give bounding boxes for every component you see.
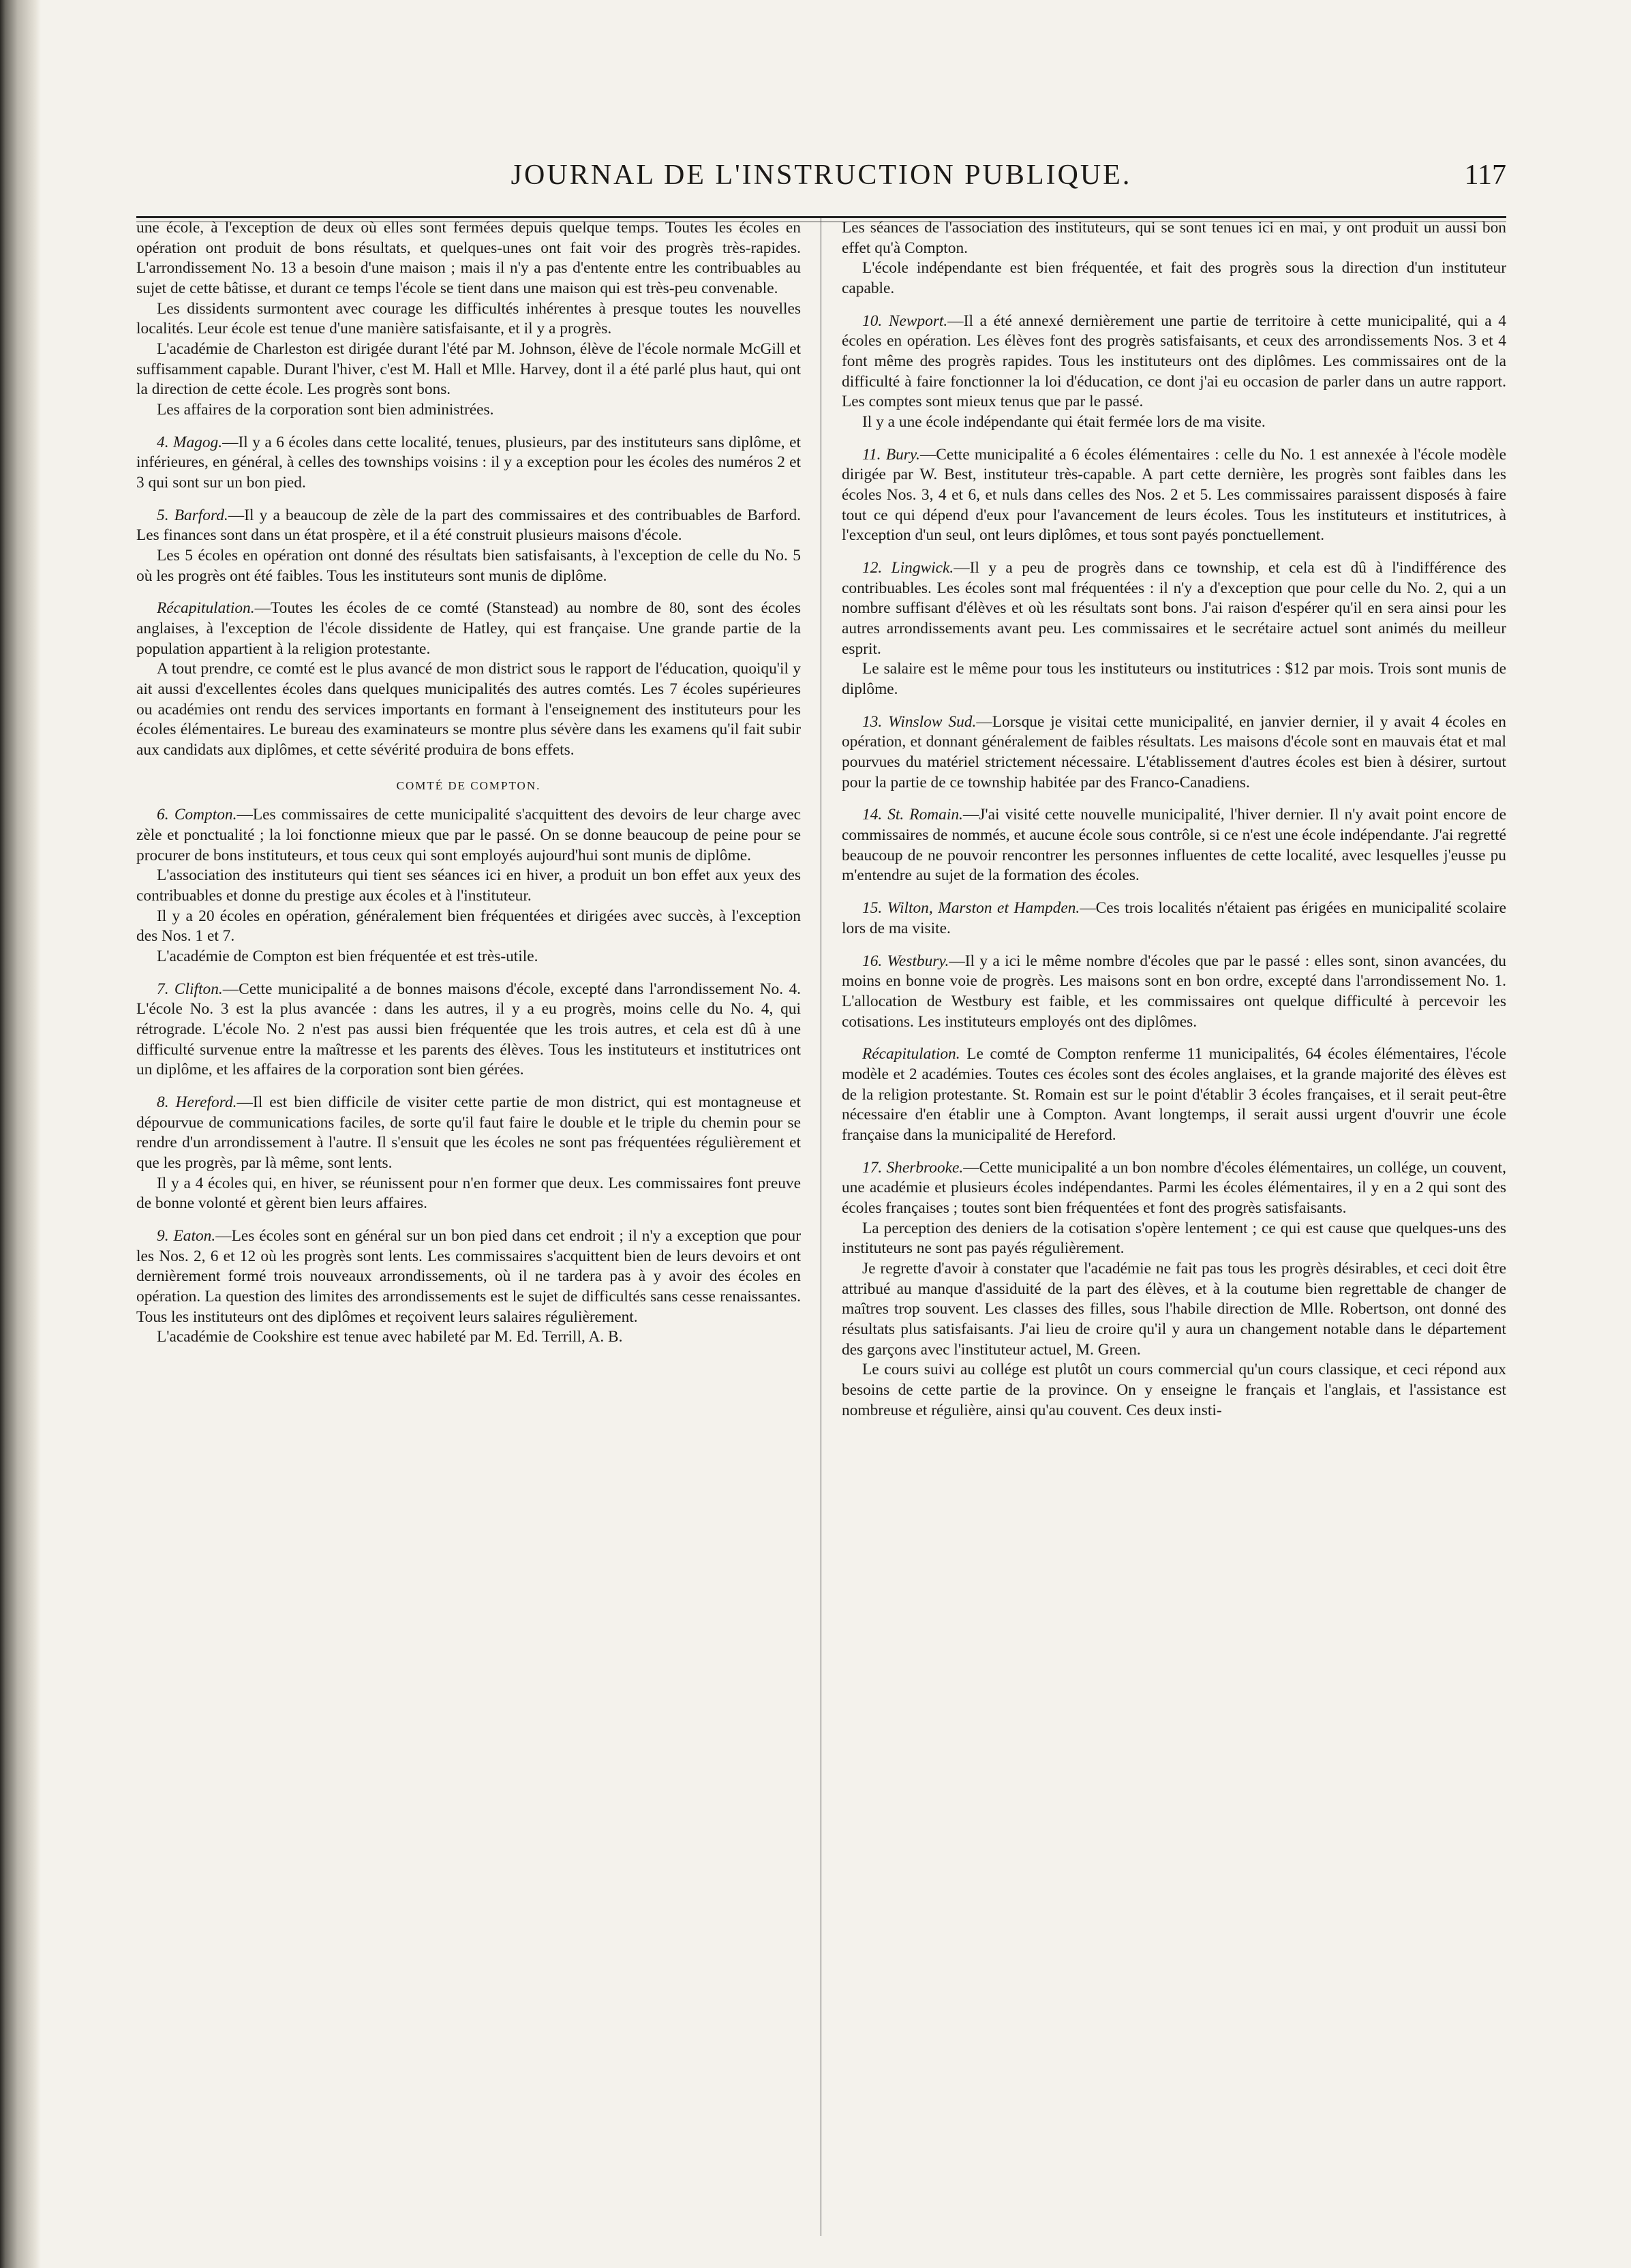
paragraph — [842, 558, 1506, 659]
paragraph-text: —Toutes les écoles de ce comté (Stanstead) au nombre de 80, sont des écoles anglaises, à l'exception de l'école dissidente de Hatley, qui est française. Une grande partie de la population appartient à la religion protestante. — [136, 599, 801, 658]
paragraph — [136, 339, 801, 400]
paragraph-text: Il y a 4 écoles qui, en hiver, se réunissent pour n'en former que deux. Les commissaires font preuve de bonne volonté et gèrent bien leurs affaires. — [136, 1174, 801, 1213]
paragraph-text: A tout prendre, ce comté est le plus avancé de mon district sous le rapport de l'éducation, quoiqu'il y ait aussi d'excellentes écoles dans quelques municipalités des autres comtés. Les 7 écoles supérieures ou académies ont rendu des services importants en formant à l'enseignement des instituteurs pour les écoles élémentaires. Le bureau des examinateurs se montre plus sévère dans les examens qu'il fait subir aux candidats aux diplômes, et cette sévérité produira de bons effets. — [136, 660, 801, 759]
paragraph — [842, 898, 1506, 939]
page-number: 117 — [1464, 160, 1506, 191]
paragraph-text: Le comté de Compton renferme 11 municipalités, 64 écoles élémentaires, l'école modèle et 2 académies. Toutes ces écoles sont des écoles anglaises, et la grande majorité des élèves est de la religion protestante. St. Romain est sur le point d'établir 3 écoles françaises, et il serait peut-être nécessaire d'en établir une à Compton. Avant longtemps, il serait aussi urgent d'ouvrir une école française dans la municipalité de Hereford. — [842, 1045, 1506, 1144]
paragraph-text: —Il y a peu de progrès dans ce township, et cela est dû à l'indifférence des contribuables. Les écoles sont mal fréquentées : il n'y a d'exception que pour celle du No. 2, qui a un nombre suffisant d'élèves et où les résultats sont bons. J'ai raison d'espérer qu'il en sera ainsi pour les autres arrondissements avant peu. Les commissaires et le secrétaire actuel sont animés du meilleur esprit. — [842, 559, 1506, 658]
paragraph-heading: 10. Newport. — [862, 312, 948, 330]
paragraph-text: L'académie de Compton est bien fréquentée et est très-utile. — [157, 948, 538, 966]
paragraph-text: Il y a 20 écoles en opération, généralement bien fréquentées et dirigées avec succès, à l'exception des Nos. 1 et 7. — [136, 907, 801, 946]
paragraph — [136, 805, 801, 866]
paragraph-text: L'école indépendante est bien fréquentée, et fait des progrès sous la direction d'un instituteur capable. — [842, 259, 1506, 298]
paragraph-text: —Il a été annexé dernièrement une partie de territoire à cette municipalité, qui a 4 écoles en opération. Les élèves font des progrès satisfaisants, et ceux des arrondissements Nos. 3 et 4 font même des progrès rapides. Tous les instituteurs ont des diplômes. Les commissaires ont de la difficulté à faire fonctionner la loi d'éducation, ce dont j'ai eu occasion de parler dans un autre rapport. Les comptes sont mieux tenus que par le passé. — [842, 312, 1506, 411]
paragraph — [136, 433, 801, 494]
paragraph — [842, 1158, 1506, 1219]
paragraph — [842, 659, 1506, 699]
book-binding-edge — [0, 0, 41, 2268]
paragraph-text: —J'ai visité cette nouvelle municipalité, l'hiver dernier. Il n'y avait point encore de commissaires de nommés, et aucune école sous contrôle, si ce n'est une école indépendante. J'ai regretté beaucoup de ne pouvoir rencontrer les personnes influentes de cette localité, avec lesquelles j'eusse pu m'entendre au sujet de la formation des écoles. — [842, 806, 1506, 885]
paragraph-heading: 17. Sherbrooke. — [862, 1158, 964, 1177]
paragraph — [136, 866, 801, 906]
paragraph-heading: 4. Magog. — [157, 433, 223, 451]
paragraph-heading: 11. Bury. — [862, 445, 920, 464]
paragraph-heading: 13. Winslow Sud. — [862, 712, 977, 731]
paragraph-text: Il y a une école indépendante qui était fermée lors de ma visite. — [862, 413, 1266, 432]
paragraph-heading: 7. Clifton. — [157, 980, 223, 998]
paragraph-text: une école, à l'exception de deux où elles sont fermées depuis quelque temps. Toutes les écoles en opération ont produit de bons résultats, et quelques-unes ont fait voir des progrès très-rapides. L'arrondissement No. 13 a besoin d'une maison ; mais il n'y a pas d'entente entre les contribuables au sujet de cette bâtisse, et durant ce temps l'école se tient dans une maison qui est très-peu convenable. — [136, 219, 801, 298]
paragraph-heading: 15. Wilton, Marston et Hampden. — [862, 899, 1080, 918]
paragraph-text: Je regrette d'avoir à constater que l'académie ne fait pas tous les progrès désirables, et ceci doit être attribué au manque d'assiduité de la part des élèves, et à la coutume bien regrettable de changer de maîtres trop souvent. Les classes des filles, sous l'habile direction de Mlle. Robertson, ont donné des résultats plus satisfaisants. J'ai lieu de croire qu'il y aura un changement notable dans le département des garçons avec l'instituteur actuel, M. Green. — [842, 1259, 1506, 1359]
paragraph — [842, 258, 1506, 299]
paragraph — [136, 546, 801, 586]
paragraph-text: Les affaires de la corporation sont bien administrées. — [157, 401, 494, 419]
paragraph — [842, 712, 1506, 793]
paragraph — [136, 1327, 801, 1348]
paragraph-heading: Récapitulation. — [157, 599, 255, 618]
paragraph — [136, 506, 801, 546]
paragraph-text: —Il y a 6 écoles dans cette localité, tenues, plusieurs, par des instituteurs sans diplôme, et inférieures, en général, à celles des townships voisins : il y a exception pour les écoles des numéros 2 et 3 qui sont sur un bon pied. — [136, 433, 801, 492]
paragraph — [842, 952, 1506, 1033]
paragraph-text: La perception des deniers de la cotisation s'opère lentement ; ce qui est cause que quelques-uns des instituteurs ne sont pas payés régulièrement. — [842, 1219, 1506, 1258]
text-columns — [136, 218, 1506, 2236]
paragraph — [842, 412, 1506, 433]
paragraph — [136, 980, 801, 1080]
paragraph-text: —Il y a ici le même nombre d'écoles que par le passé : elles sont, sinon avancées, du moins en bonne voie de progrès. Les maisons sont en bon ordre, excepté dans l'arrondissement No. 1. L'allocation de Westbury est faible, et les commissaires ont quelque difficulté à percevoir les cotisations. Les instituteurs employés ont des diplômes. — [842, 952, 1506, 1031]
paragraph — [842, 445, 1506, 546]
paragraph — [842, 218, 1506, 258]
section-title: COMTÉ DE COMPTON. — [396, 778, 541, 792]
paragraph — [136, 907, 801, 947]
paragraph-text: Les dissidents surmontent avec courage les difficultés inhérentes à presque toutes les nouvelles localités. Leur école est tenue d'une manière satisfaisante, et il y a progrès. — [136, 299, 801, 338]
paragraph-text: Les séances de l'association des instituteurs, qui se sont tenues ici en mai, y ont produit un aussi bon effet qu'à Compton. — [842, 219, 1506, 257]
paragraph — [136, 218, 801, 299]
paragraph-heading: 14. St. Romain. — [862, 806, 963, 824]
paragraph — [842, 1259, 1506, 1360]
paragraph-text: —Cette municipalité a de bonnes maisons d'école, excepté dans l'arrondissement No. 4. L'école No. 3 est la plus avancée : dans les autres, il y a eu progrès, moins celle du No. 4, qui rétrograde. L'école No. 2 n'est pas aussi bien fréquentée que les trois autres, et cela est dû à une difficulté survenue entre la maîtresse et les parents des élèves. Tous les instituteurs et institutrices ont un diplôme, et les affaires de la corporation sont bien gérées. — [136, 980, 801, 1079]
paragraph — [842, 1044, 1506, 1145]
paragraph-text: —Il est bien difficile de visiter cette partie de mon district, qui est montagneuse et dépourvue de communications faciles, de sorte qu'il faut faire le double et le triple du chemin pour se rendre d'un arrondissement à l'autre. Il s'ensuit que les écoles ne sont pas fréquentées régulièrement et que les progrès, par là même, sont lents. — [136, 1093, 801, 1173]
paragraph-heading: 8. Hereford. — [157, 1093, 237, 1112]
paragraph-heading: 16. Westbury. — [862, 952, 949, 970]
paragraph-text: —Les écoles sont en général sur un bon pied dans cet endroit ; il n'y a exception que pour les Nos. 2, 6 et 12 où les progrès sont lents. Les commissaires s'acquittent bien de leurs devoirs et ont dernièrement formé trois nouveaux arrondissements, où il ne tardera pas à y avoir des écoles en opération. La question des limites des arrondissements est le sujet de difficultés sans cesse renaissantes. Tous les instituteurs ont des diplômes et reçoivent leurs salaires régulièrement. — [136, 1227, 801, 1326]
paragraph — [136, 599, 801, 659]
paragraph-text: Le salaire est le même pour tous les instituteurs ou institutrices : $12 par mois. Trois sont munis de diplôme. — [842, 660, 1506, 699]
paragraph-text: —Lorsque je visitai cette municipalité, en janvier dernier, il y avait 4 écoles en opération, et donnant généralement de faibles résultats. Les maisons d'école sont en mauvais état et mal pourvues du matériel strictement nécessaire. L'établissement d'autres écoles est bien à désirer, surtout pour la partie de ce township habitée par des Franco-Canadiens. — [842, 712, 1506, 791]
paragraph — [136, 1174, 801, 1214]
paragraph — [842, 1360, 1506, 1421]
paragraph-text: L'association des instituteurs qui tient ses séances ici en hiver, a produit un bon effet aux yeux des contribuables et donne du prestige aux écoles et à l'instituteur. — [136, 866, 801, 905]
paragraph-heading: 5. Barford. — [157, 506, 228, 524]
paragraph-text: Les 5 écoles en opération ont donné des résultats bien satisfaisants, à l'exception de celle du No. 5 où les progrès ont été faibles. Tous les instituteurs sont munis de diplôme. — [136, 547, 801, 585]
journal-page — [136, 153, 1506, 2239]
paragraph-heading: 9. Eaton. — [157, 1227, 216, 1245]
paragraph-text: Le cours suivi au collége est plutôt un cours commercial qu'un cours classique, et ceci répond aux besoins de cette partie de la province. On y enseigne le français et l'anglais, et l'assistance est nombreuse et régulière, ainsi qu'au couvent. Ces deux insti- — [842, 1361, 1506, 1419]
paragraph — [136, 299, 801, 339]
paragraph — [842, 805, 1506, 886]
right-column — [842, 218, 1506, 2236]
paragraph-text: —Cette municipalité a un bon nombre d'écoles élémentaires, un collége, un couvent, une académie et plusieurs écoles indépendantes. Parmi les écoles élémentaires, il y en a 2 qui sont des écoles françaises ; toutes sont bien fréquentées et font des progrès satisfaisants. — [842, 1158, 1506, 1217]
paragraph-text: —Cette municipalité a 6 écoles élémentaires : celle du No. 1 est annexée à l'école modèle dirigée par W. Best, instituteur très-capable. A part cette dernière, les progrès sont faibles dans les écoles Nos. 3, 4 et 6, et nuls dans celles des Nos. 2 et 5. Les commissaires paraissent disposés à faire tout ce qui dépend d'eux pour l'avancement de leurs écoles. Tous les instituteurs et institutrices, à l'exception d'un seul, ont leurs diplômes, et tous sont payés ponctuellement. — [842, 445, 1506, 545]
paragraph-text: L'académie de Charleston est dirigée durant l'été par M. Johnson, élève de l'école normale McGill et suffisamment capable. Durant l'hiver, c'est M. Hall et Mlle. Harvey, dont il a été parlé plus haut, qui ont la direction de cette école. Les progrès sont bons. — [136, 340, 801, 399]
paragraph — [136, 400, 801, 421]
paragraph-heading: 12. Lingwick. — [862, 559, 954, 577]
paragraph-text: —Ces trois localités n'étaient pas érigées en municipalité scolaire lors de ma visite. — [842, 899, 1506, 937]
paragraph — [136, 947, 801, 967]
paragraph-heading: 6. Compton. — [157, 806, 237, 824]
paragraph — [842, 312, 1506, 412]
paragraph-text: L'académie de Cookshire est tenue avec habileté par M. Ed. Terrill, A. B. — [157, 1328, 623, 1346]
paragraph-text: —Il y a beaucoup de zèle de la part des commissaires et des contribuables de Barford. Les finances sont dans un état prospère, et il a été construit plusieurs maisons d'école. — [136, 506, 801, 545]
left-column — [136, 218, 801, 2236]
paragraph-text: —Les commissaires de cette municipalité s'acquittent des devoirs de leur charge avec zèle et ponctualité ; la loi fonctionne mieux que par le passé. On se donne beaucoup de peine pour se procurer de bons instituteurs, et tous ceux qui sont employés aujourd'hui sont munis de diplôme. — [136, 806, 801, 864]
page-header — [136, 153, 1506, 201]
paragraph — [842, 1219, 1506, 1259]
paragraph — [136, 1226, 801, 1327]
paragraph — [136, 1093, 801, 1174]
running-title: JOURNAL DE L'INSTRUCTION PUBLIQUE. — [510, 160, 1132, 191]
paragraph-heading: Récapitulation. — [862, 1045, 960, 1063]
paragraph — [136, 659, 801, 760]
